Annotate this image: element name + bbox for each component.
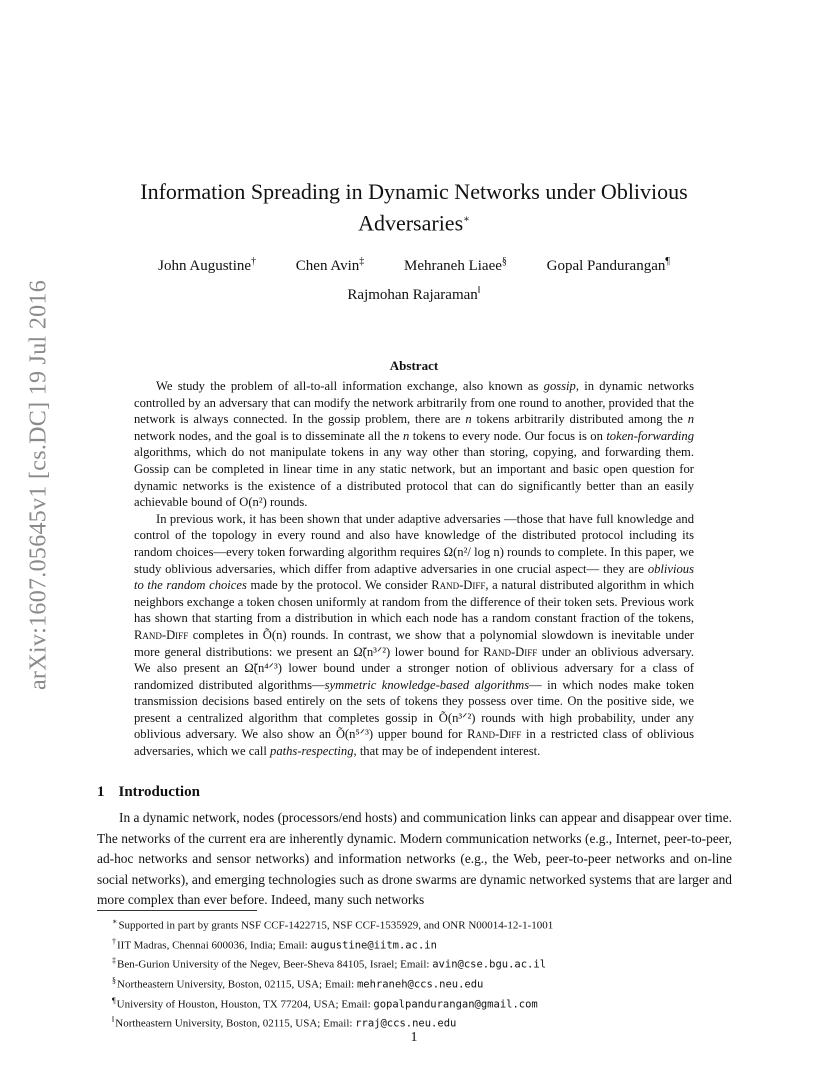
footnote: †IIT Madras, Chennai 600036, India; Email: augustine@iitm.ac.in — [112, 936, 437, 952]
abstract-heading: Abstract — [389, 358, 439, 373]
author-row-1 — [100, 256, 728, 275]
author: Gopal Pandurangan¶ — [546, 256, 670, 274]
footnote: ‖Northeastern University, Boston, 02115, USA; Email: rraj@ccs.neu.edu — [112, 1015, 457, 1030]
email-link[interactable]: mehraneh@ccs.neu.edu — [356, 978, 484, 991]
footnote: ¶University of Houston, Houston, TX 77204, USA; Email: gopalpandurangan@gmail.com — [112, 995, 538, 1011]
footnote: ‡Ben-Gurion University of the Negev, Beer-Sheva 84105, Israel; Email: avin@cse.bgu.ac.il — [112, 956, 547, 971]
arxiv-stamp-text: arXiv:1607.05645v1 [cs.DC] 19 Jul 2016 — [25, 279, 52, 691]
title-line-2: Adversaries∗ — [358, 210, 470, 236]
author: John Augustine† — [158, 256, 257, 274]
section-title: Introduction — [118, 784, 200, 800]
section-heading — [97, 784, 200, 801]
footnote-divider — [97, 910, 257, 911]
author: Mehraneh Liaee§ — [404, 256, 507, 274]
abstract-paragraph-1: We study the problem of all-to-all information exchange, also known as gossip, in dynamic networks controlled by an adversary that can modify the network arbitrarily from one round to another, provided that the network is always connected. In the gossip problem, there are n tokens arbitrarily distributed among the n network nodes, and the goal is to disseminate all the n tokens to every node. Our focus is on token-forwarding algorithms, which do not manipulate tokens in any way other than storing, copying, and forwarding them. Gossip can be completed in linear time in any static network, but an important and basic open question for dynamic networks is the existence of a distributed protocol that can do significantly better than an easily achievable bound of O(n²) rounds. — [134, 379, 694, 510]
abstract-body — [134, 378, 694, 760]
intro-paragraph: In a dynamic network, nodes (processors/end hosts) and communication links can appear and disappear over time. The networks of the current era are inherently dynamic. Modern communication networks (e.g., Internet, peer-to-peer, ad-hoc networks and sensor networks) and information networks (e.g., the Web, peer-to-peer networks and on-line social networks), and emerging technologies such as drone swarms are dynamic networked systems that are larger and more complex than ever before. Indeed, many such networks — [97, 810, 732, 908]
author: Rajmohan Rajaraman‖ — [347, 285, 481, 303]
email-link[interactable]: gopalpandurangan@gmail.com — [373, 998, 538, 1011]
footnote: §Northeastern University, Boston, 02115, USA; Email: mehraneh@ccs.neu.edu — [112, 975, 484, 991]
footnotes — [112, 914, 553, 1032]
page-number: 1 — [410, 1030, 418, 1045]
abstract-paragraph-2: In previous work, it has been shown that under adaptive adversaries —those that have full knowledge and control of the topology in every round and also have knowledge of the distributed protocol including its random choices—every token forwarding algorithm requires Ω(n²/ log n) rounds to complete. In this paper, we study oblivious adversaries, which differ from adaptive adversaries in one crucial aspect— they are oblivious to the random choices made by the protocol. We consider Rand-Diff, a natural distributed algorithm in which neighbors exchange a token chosen uniformly at random from the difference of their token sets. Previous work has shown that starting from a distribution in which each node has a random constant fraction of the tokens, Rand-Diff completes in Õ(n) rounds. In contrast, we show that a polynomial slowdown is inevitable under more general distributions: we present an Ω̃(n³ᐟ²) lower bound for Rand-Diff under an oblivious adversary. We also present an Ω̃(n⁴ᐟ³) lower bound under a stronger notion of oblivious adversary for a class of randomized distributed algorithms—symmetric knowledge-based algorithms— in which nodes make token transmission decisions based entirely on the sets of tokens they possess over time. On the positive side, we present a centralized algorithm that completes gossip in Õ(n³ᐟ²) rounds with high probability, under any oblivious adversary. We also show an Õ(n⁵ᐟ³) upper bound for Rand-Diff in a restricted class of oblivious adversaries, which we call paths-respecting, that may be of independent interest. — [134, 511, 695, 759]
email-link[interactable]: rraj@ccs.neu.edu — [355, 1017, 457, 1030]
arxiv-stamp — [22, 279, 56, 691]
paper-title — [100, 178, 728, 237]
section-number: 1 — [97, 784, 105, 800]
title-footnote-mark: ∗ — [463, 214, 470, 225]
title-line-1: Information Spreading in Dynamic Networks under Oblivious — [140, 179, 688, 204]
author-row-2 — [100, 285, 728, 304]
footnote: ∗Supported in part by grants NSF CCF-1422715, NSF CCF-1535929, and ONR N00014-12-1-1001 — [112, 917, 554, 932]
email-link[interactable]: avin@cse.bgu.ac.il — [432, 958, 547, 971]
email-link[interactable]: augustine@iitm.ac.in — [310, 939, 437, 952]
author: Chen Avin‡ — [295, 256, 365, 274]
